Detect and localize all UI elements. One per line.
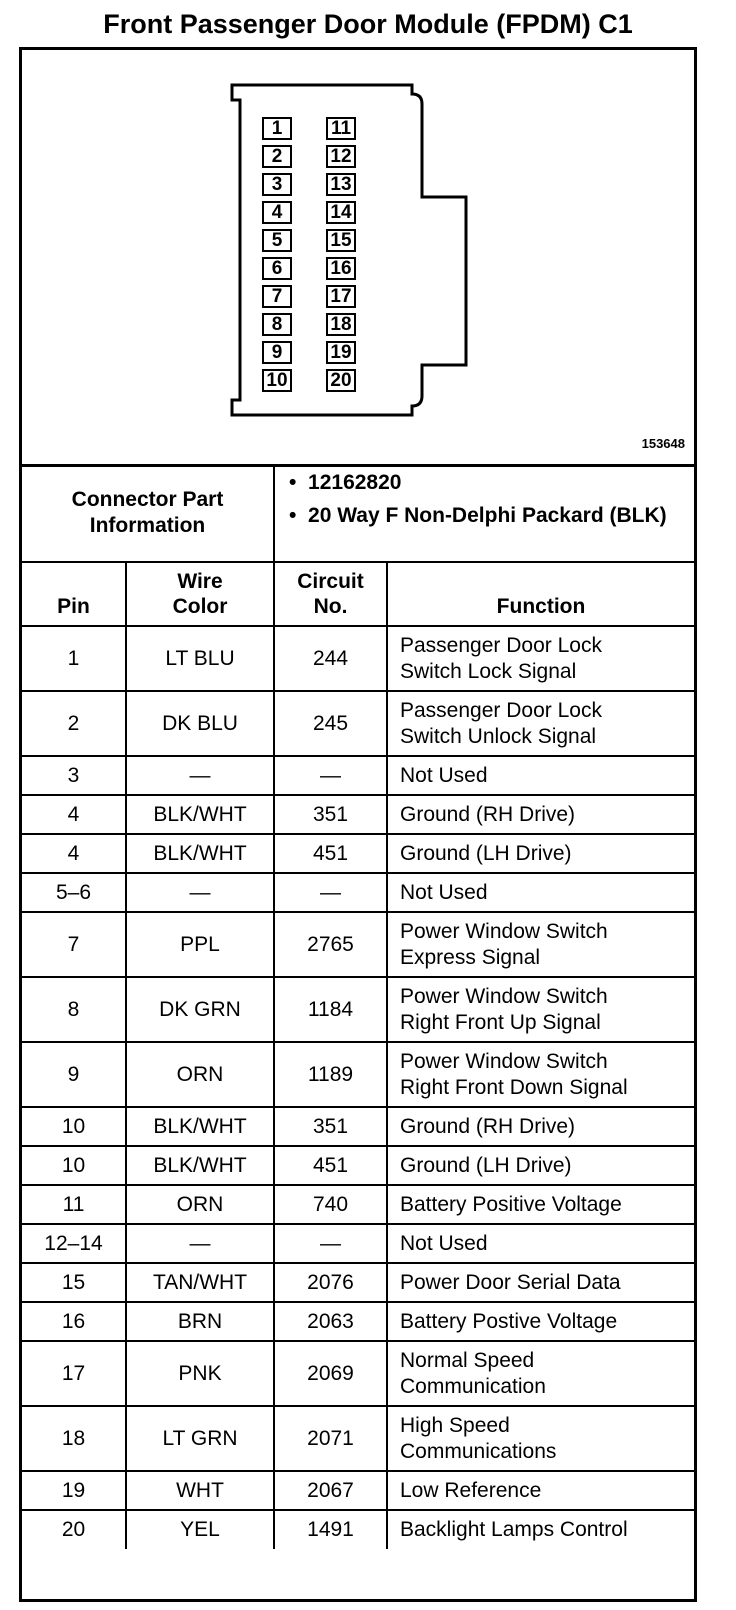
circuit-cell: 2071 — [274, 1406, 387, 1471]
connector-info-items — [274, 464, 694, 562]
pin-10-cavity: 10 — [262, 369, 292, 392]
wire-color-cell: ORN — [126, 1185, 274, 1224]
table-row — [22, 691, 694, 756]
pin-cell: 20 — [22, 1510, 126, 1549]
pin-cell: 12–14 — [22, 1224, 126, 1263]
wire-color-cell: BLK/WHT — [126, 834, 274, 873]
circuit-cell: 1184 — [274, 977, 387, 1042]
pin-cell: 15 — [22, 1263, 126, 1302]
circuit-cell: 244 — [274, 626, 387, 691]
table-row — [22, 795, 694, 834]
wire-color-cell: PNK — [126, 1341, 274, 1406]
circuit-cell: 451 — [274, 834, 387, 873]
circuit-cell: 2063 — [274, 1302, 387, 1341]
function-cell: Battery Postive Voltage — [387, 1302, 694, 1341]
connector-info-row — [22, 464, 694, 562]
function-cell: Ground (LH Drive) — [387, 834, 694, 873]
function-cell: Power Window Switch Right Front Up Signal — [387, 977, 694, 1042]
pin-cell: 9 — [22, 1042, 126, 1107]
wire-color-cell: DK GRN — [126, 977, 274, 1042]
table-row — [22, 1263, 694, 1302]
table-row — [22, 1224, 694, 1263]
table-row — [22, 1471, 694, 1510]
function-cell: Ground (RH Drive) — [387, 1107, 694, 1146]
header-wire-color: Wire Color — [126, 562, 274, 626]
pinout-table — [22, 464, 694, 1549]
function-cell: Not Used — [387, 756, 694, 795]
wire-color-cell: BRN — [126, 1302, 274, 1341]
function-cell: Passenger Door Lock Switch Lock Signal — [387, 626, 694, 691]
figure-id: 153648 — [641, 436, 685, 451]
wire-color-cell: BLK/WHT — [126, 1146, 274, 1185]
table-row — [22, 1510, 694, 1549]
wire-color-cell: TAN/WHT — [126, 1263, 274, 1302]
table-row — [22, 1341, 694, 1406]
table-row — [22, 873, 694, 912]
function-cell: Ground (RH Drive) — [387, 795, 694, 834]
pin-1-cavity: 1 — [262, 117, 292, 140]
wire-color-cell: LT GRN — [126, 1406, 274, 1471]
table-row — [22, 1406, 694, 1471]
pin-15-cavity: 15 — [326, 229, 356, 252]
pin-cell: 3 — [22, 756, 126, 795]
table-row — [22, 1302, 694, 1341]
header-function: Function — [387, 562, 694, 626]
pin-cell: 2 — [22, 691, 126, 756]
function-cell: Low Reference — [387, 1471, 694, 1510]
table-row — [22, 977, 694, 1042]
pin-18-cavity: 18 — [326, 313, 356, 336]
circuit-cell: 245 — [274, 691, 387, 756]
pin-cell: 7 — [22, 912, 126, 977]
table-row — [22, 1107, 694, 1146]
table-row — [22, 1185, 694, 1224]
function-cell: High Speed Communications — [387, 1406, 694, 1471]
function-cell: Normal Speed Communication — [387, 1341, 694, 1406]
function-cell: Battery Positive Voltage — [387, 1185, 694, 1224]
circuit-cell: 2069 — [274, 1341, 387, 1406]
circuit-cell: 2067 — [274, 1471, 387, 1510]
pin-3-cavity: 3 — [262, 173, 292, 196]
pin-cell: 10 — [22, 1146, 126, 1185]
pin-2-cavity: 2 — [262, 145, 292, 168]
wire-color-cell: BLK/WHT — [126, 1107, 274, 1146]
table-row — [22, 1042, 694, 1107]
pin-6-cavity: 6 — [262, 257, 292, 280]
wire-color-cell: — — [126, 873, 274, 912]
pin-cell: 18 — [22, 1406, 126, 1471]
table-row — [22, 834, 694, 873]
pin-9-cavity: 9 — [262, 341, 292, 364]
circuit-cell: 740 — [274, 1185, 387, 1224]
circuit-cell: 1491 — [274, 1510, 387, 1549]
pin-13-cavity: 13 — [326, 173, 356, 196]
table-header-row — [22, 562, 694, 626]
connector-diagram — [22, 50, 694, 467]
wire-color-cell: YEL — [126, 1510, 274, 1549]
pin-cell: 4 — [22, 834, 126, 873]
page-title: Front Passenger Door Module (FPDM) C1 — [103, 9, 633, 39]
function-cell: Backlight Lamps Control — [387, 1510, 694, 1549]
pin-cell: 5–6 — [22, 873, 126, 912]
wire-color-cell: WHT — [126, 1471, 274, 1510]
pin-19-cavity: 19 — [326, 341, 356, 364]
function-cell: Power Window Switch Right Front Down Signal — [387, 1042, 694, 1107]
function-cell: Not Used — [387, 873, 694, 912]
pin-8-cavity: 8 — [262, 313, 292, 336]
pin-cell: 19 — [22, 1471, 126, 1510]
wire-color-cell: BLK/WHT — [126, 795, 274, 834]
circuit-cell: — — [274, 756, 387, 795]
connector-info-item: • 20 Way F Non-Delphi Packard (BLK) — [289, 504, 667, 527]
circuit-cell: 351 — [274, 1107, 387, 1146]
pin-cell: 1 — [22, 626, 126, 691]
connector-info-label: Connector Part Information — [22, 464, 274, 562]
wire-color-cell: DK BLU — [126, 691, 274, 756]
pinout-sheet — [19, 47, 697, 1602]
table-row — [22, 1146, 694, 1185]
pin-cell: 17 — [22, 1341, 126, 1406]
table-row — [22, 756, 694, 795]
circuit-cell: 451 — [274, 1146, 387, 1185]
pin-14-cavity: 14 — [326, 201, 356, 224]
pin-4-cavity: 4 — [262, 201, 292, 224]
pin-cell: 11 — [22, 1185, 126, 1224]
connector-info-item: • 12162820 — [289, 471, 402, 494]
pin-cell: 10 — [22, 1107, 126, 1146]
wire-color-cell: LT BLU — [126, 626, 274, 691]
function-cell: Ground (LH Drive) — [387, 1146, 694, 1185]
function-cell: Power Window Switch Express Signal — [387, 912, 694, 977]
pin-5-cavity: 5 — [262, 229, 292, 252]
function-cell: Passenger Door Lock Switch Unlock Signal — [387, 691, 694, 756]
pin-11-cavity: 11 — [326, 117, 356, 140]
connector-outline — [22, 50, 694, 464]
pin-16-cavity: 16 — [326, 257, 356, 280]
header-circuit: Circuit No. — [274, 562, 387, 626]
circuit-cell: — — [274, 1224, 387, 1263]
wire-color-cell: ORN — [126, 1042, 274, 1107]
function-cell: Not Used — [387, 1224, 694, 1263]
circuit-cell: — — [274, 873, 387, 912]
circuit-cell: 2765 — [274, 912, 387, 977]
header-pin: Pin — [22, 562, 126, 626]
circuit-cell: 2076 — [274, 1263, 387, 1302]
circuit-cell: 1189 — [274, 1042, 387, 1107]
pin-cell: 4 — [22, 795, 126, 834]
pin-cell: 8 — [22, 977, 126, 1042]
circuit-cell: 351 — [274, 795, 387, 834]
table-row — [22, 626, 694, 691]
pin-cell: 16 — [22, 1302, 126, 1341]
pin-20-cavity: 20 — [326, 369, 356, 392]
wire-color-cell: PPL — [126, 912, 274, 977]
wire-color-cell: — — [126, 756, 274, 795]
pin-12-cavity: 12 — [326, 145, 356, 168]
pin-17-cavity: 17 — [326, 285, 356, 308]
function-cell: Power Door Serial Data — [387, 1263, 694, 1302]
pin-7-cavity: 7 — [262, 285, 292, 308]
table-row — [22, 912, 694, 977]
wire-color-cell: — — [126, 1224, 274, 1263]
